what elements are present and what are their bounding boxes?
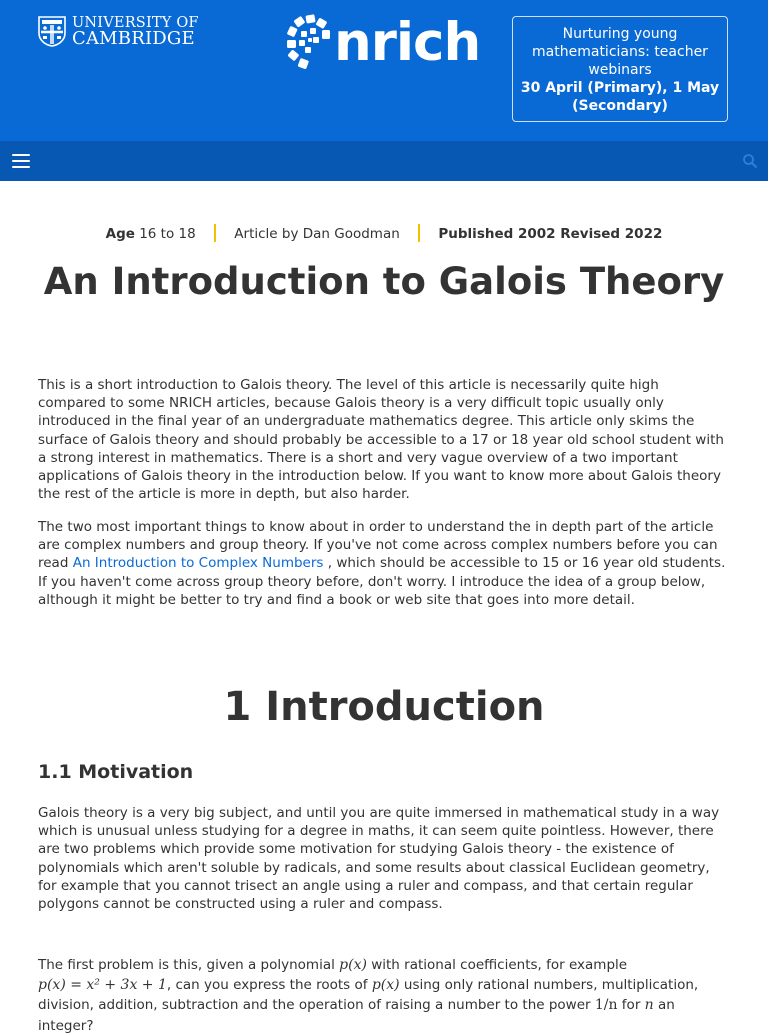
intro-paragraph: This is a short introduction to Galois theory. The level of this article is necessarily quite high compared to some NRICH articles, because Galois theory is a very difficult topic usually only introduced in the final year of an undergraduate mathematics degree. This article only skims the surface of Galois theory and should probably be accessible to a 17 or 18 year old school student with a strong interest in mathematics. There is a short and very vague overview of a two important applications of Galois theory in the introduction below. If you want to know more about Galois theory the rest of the article is more in depth, but also harder. xyxy=(38,377,724,503)
university-line-1: UNIVERSITY OF xyxy=(72,15,199,31)
page-title: An Introduction to Galois Theory xyxy=(43,260,725,303)
meta-separator xyxy=(418,224,420,242)
complex-numbers-link[interactable]: An Introduction to Complex Numbers xyxy=(72,555,324,572)
paragraph-text: The first problem is this, given a polynomial xyxy=(38,957,340,973)
site-header xyxy=(0,0,768,141)
main-navigation-bar xyxy=(0,141,768,181)
promo-dates: 30 April (Primary), 1 May (Secondary) xyxy=(520,80,720,114)
university-logo[interactable] xyxy=(38,15,199,47)
cambridge-crest-icon xyxy=(38,16,66,47)
paragraph-text: for xyxy=(617,997,645,1014)
math-expression: p(x) = x² + 3x + 1 xyxy=(38,977,167,994)
hamburger-menu-icon[interactable] xyxy=(12,154,30,168)
paragraph-text: with rational coefficients, for example xyxy=(366,957,628,973)
nrich-spiral-icon xyxy=(286,14,332,72)
paragraph-text: The two most important things to know about in order to understand the in depth part of the article are complex numbers and group theory. If you've not come across complex numbers before you can read xyxy=(38,519,718,572)
paragraph-text: using only rational numbers, multiplication, division, addition, subtraction and the operation of raising a number to the power xyxy=(38,977,699,1014)
math-expression: 1/n xyxy=(594,997,618,1014)
math-expression: p(x) xyxy=(371,977,400,994)
prerequisites-paragraph xyxy=(38,518,730,609)
age-label: Age xyxy=(105,226,135,242)
age-range: 16 to 18 xyxy=(139,226,196,242)
paragraph-text: , can you express the roots of xyxy=(166,977,372,994)
math-expression: n xyxy=(644,997,654,1014)
university-line-2: CAMBRIDGE xyxy=(72,28,195,49)
article-meta xyxy=(0,224,768,242)
article-author: Article by Dan Goodman xyxy=(234,226,400,242)
search-icon[interactable] xyxy=(742,153,758,169)
paragraph-text: , which should be accessible to 15 or 16 year old students. If you haven't come across group theory before, don't worry. I introduce the idea of a group below, although it might be better to try and find a book or web site that goes into more detail. xyxy=(38,555,726,608)
math-expression: p(x) xyxy=(339,957,367,973)
meta-separator xyxy=(214,224,216,242)
paragraph-text: an integer? xyxy=(38,997,675,1034)
webinar-promo[interactable] xyxy=(512,16,728,122)
promo-text: Nurturing young mathematicians: teacher webinars xyxy=(532,26,708,78)
brand-name: nrich xyxy=(334,12,481,73)
subsection-heading: 1.1 Motivation xyxy=(38,761,194,783)
section-heading: 1 Introduction xyxy=(223,684,545,730)
motivation-paragraph: Galois theory is a very big subject, and until you are quite immersed in mathematical study in a way which is unusual unless studying for a degree in maths, it can seem quite pointless. However, there are two problems which provide some motivation for studying Galois theory - the existence of polynomials which aren't soluble by radicals, and some results about classical Euclidean geometry, for example that you cannot trisect an angle using a ruler and compass, and that certain regular polygons cannot be constructed using a ruler and compass. xyxy=(38,805,720,913)
nrich-logo[interactable] xyxy=(286,14,480,72)
publish-info: Published 2002 Revised 2022 xyxy=(438,226,663,242)
